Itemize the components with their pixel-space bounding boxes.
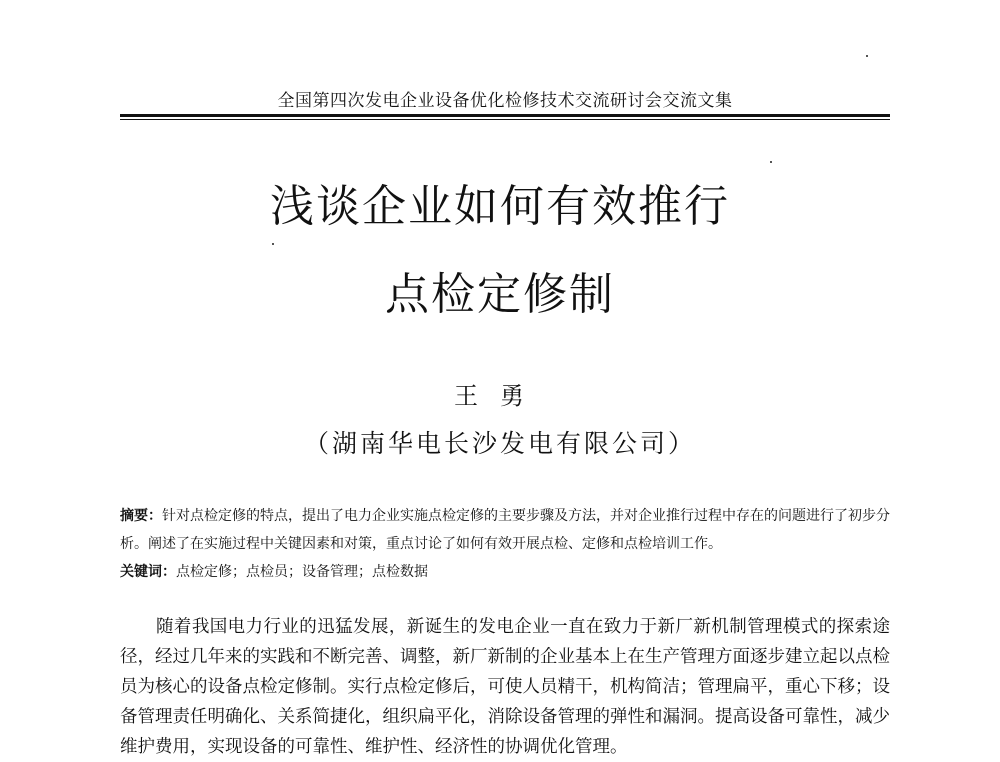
- keywords: [120, 558, 890, 586]
- abstract-text: 针对点检定修的特点，提出了电力企业实施点检定修的主要步骤及方法，并对企业推行过程中存在的问题进行了初步分析。阐述了在实施过程中关键因素和对策，重点讨论了如何有效开展点检、定修和点检培训工作。: [120, 508, 890, 552]
- scan-speck: [770, 161, 772, 163]
- header-rule-thin: [120, 119, 890, 120]
- abstract: [120, 502, 890, 558]
- abstract-label: 摘要：: [120, 508, 162, 524]
- scan-speck: [866, 55, 868, 57]
- header-rule-thick: [120, 114, 890, 117]
- paper-title-line-1: 浅谈企业如何有效推行: [270, 181, 730, 232]
- running-header: 全国第四次发电企业设备优化检修技术交流研讨会交流文集: [277, 91, 733, 111]
- author-affiliation: （湖南华电长沙发电有限公司）: [303, 429, 696, 458]
- scan-speck: [272, 243, 274, 245]
- keywords-text: 点检定修；点检员；设备管理；点检数据: [176, 564, 428, 580]
- paper-title-line-2: 点检定修制: [385, 269, 615, 320]
- author-name: 王勇: [454, 382, 546, 410]
- body-paragraph: 随着我国电力行业的迅猛发展，新诞生的发电企业一直在致力于新厂新机制管理模式的探索途径，经过几年来的实践和不断完善、调整，新厂新制的企业基本上在生产管理方面逐步建立起以点检员为核心的设备点检定修制。实行点检定修后，可使人员精干，机构简洁；管理扁平，重心下移；设备管理责任明确化、关系简捷化，组织扁平化，消除设备管理的弹性和漏洞。提高设备可靠性，减少维护费用，实现设备的可靠性、维护性、经济性的协调优化管理。: [120, 617, 890, 757]
- keywords-label: 关键词：: [120, 564, 176, 580]
